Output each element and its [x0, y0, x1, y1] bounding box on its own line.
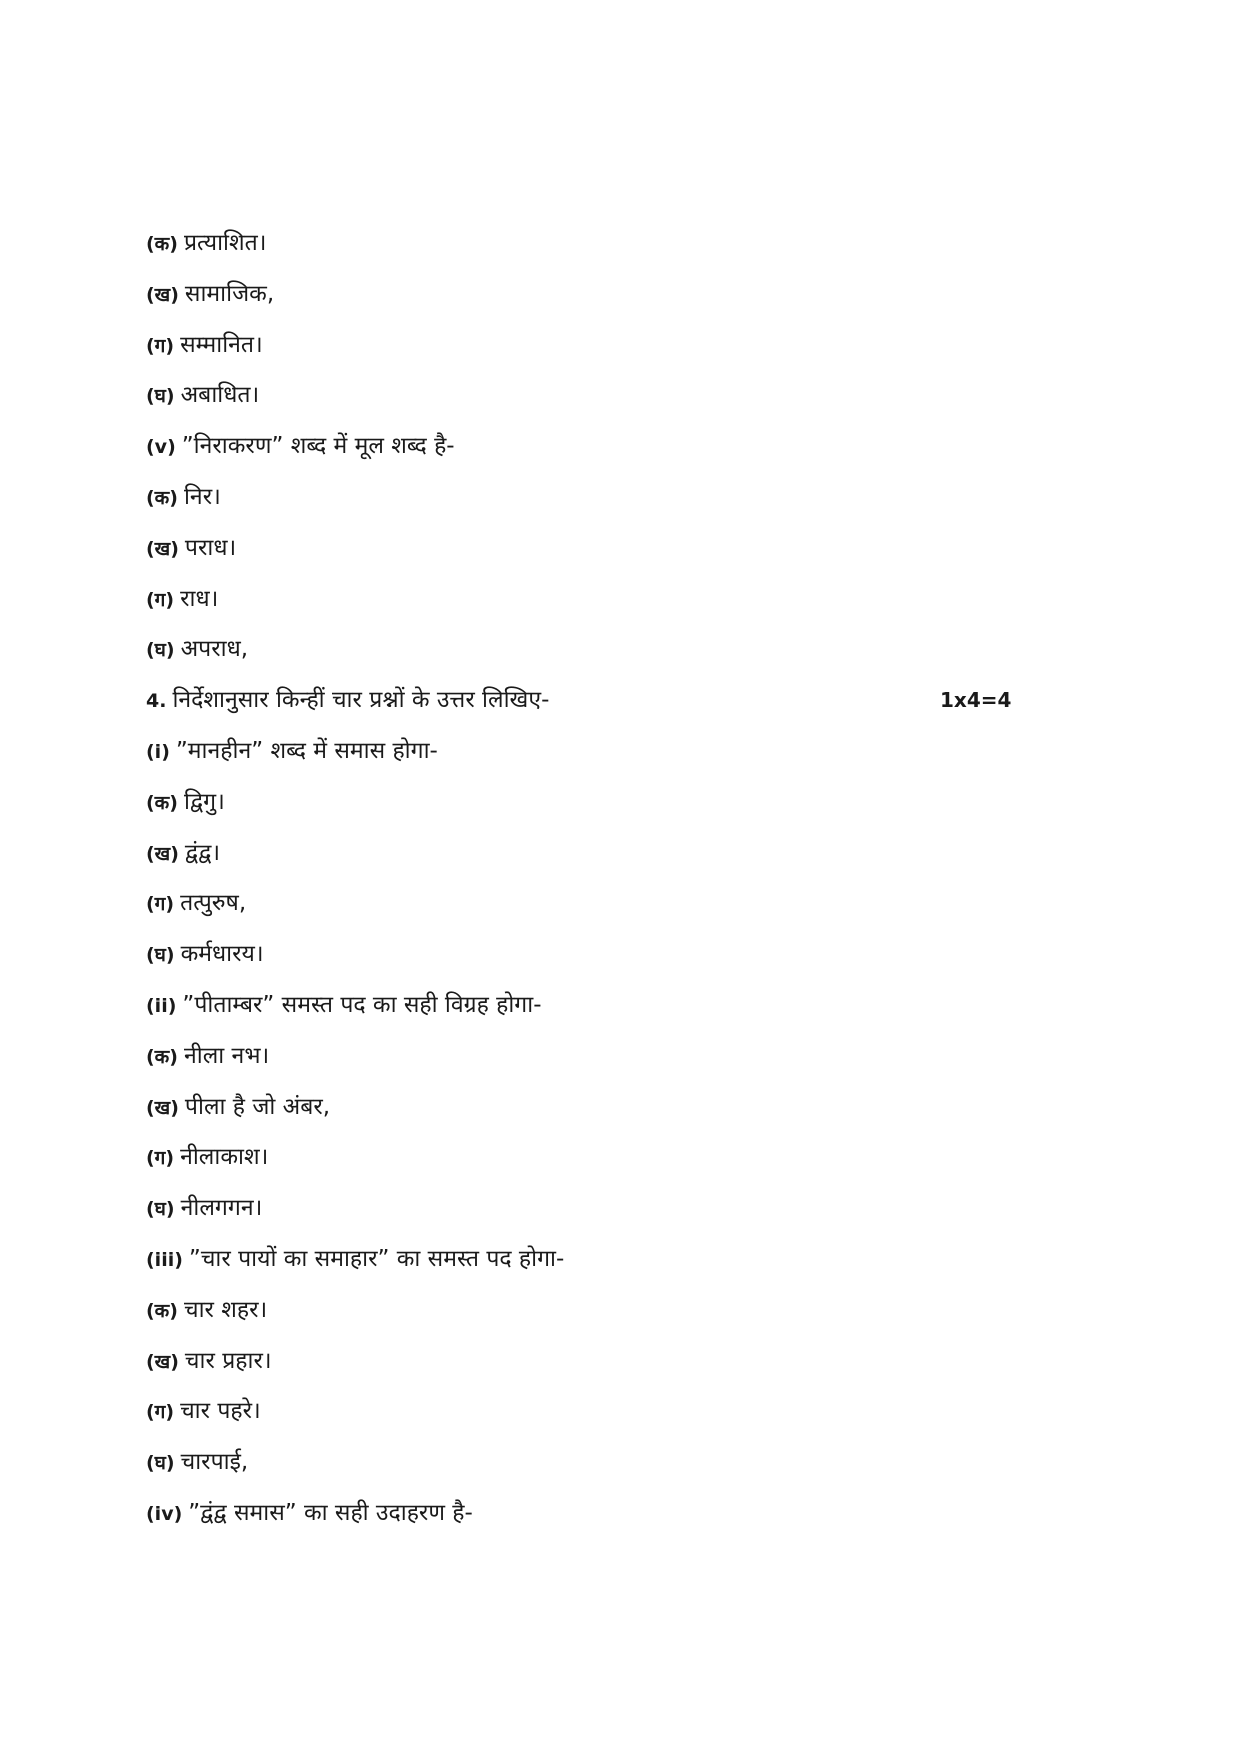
option-line: [146, 1035, 1026, 1086]
question-number: (i): [146, 740, 170, 763]
question-text: ”मानहीन” शब्द में समास होगा-: [175, 737, 438, 764]
option-line: [146, 832, 1026, 883]
option-text: पराध।: [184, 534, 237, 561]
option-line: [146, 273, 1026, 324]
question-line: [146, 984, 1026, 1035]
option-label: (घ): [146, 1198, 175, 1221]
section-number: 4.: [146, 690, 167, 713]
option-text: चार पहरे।: [180, 1398, 261, 1425]
option-label: (क): [146, 486, 178, 509]
option-line: [146, 1441, 1026, 1492]
option-label: (ग): [146, 1147, 175, 1170]
option-line: [146, 324, 1026, 375]
question-line: [146, 1238, 1026, 1289]
option-line: [146, 1289, 1026, 1340]
option-label: (क): [146, 1299, 178, 1322]
option-text: अपराध,: [180, 636, 249, 663]
option-line: [146, 1086, 1026, 1137]
option-line: [146, 882, 1026, 933]
option-label: (घ): [146, 944, 175, 967]
question-text: ”चार पायों का समाहार” का समस्त पद होगा-: [188, 1245, 565, 1272]
option-text: द्विगु।: [183, 788, 225, 815]
option-text: प्रत्याशित।: [183, 230, 267, 256]
option-line: [146, 933, 1026, 984]
option-label: (ग): [146, 334, 175, 357]
option-line: [146, 1340, 1026, 1391]
option-text: अबाधित।: [180, 382, 260, 409]
option-text: तत्पुरुष,: [180, 890, 247, 917]
question-line: [146, 1492, 1026, 1543]
option-label: (ग): [146, 893, 175, 916]
option-label: (घ): [146, 385, 175, 408]
option-text: द्वंद्व।: [184, 839, 221, 866]
question-text: ”द्वंद्व समास” का सही उदाहरण है-: [188, 1499, 473, 1526]
option-label: (ख): [146, 1350, 179, 1373]
option-text: राध।: [180, 585, 219, 612]
option-line: [146, 578, 1026, 629]
option-label: (ग): [146, 588, 175, 611]
question-content: [146, 222, 1026, 1543]
question-number: (v): [146, 436, 176, 459]
question-number: (iii): [146, 1248, 183, 1271]
option-line: [146, 527, 1026, 578]
option-line: [146, 781, 1026, 832]
question-text: ”निराकरण” शब्द में मूल शब्द है-: [181, 433, 455, 460]
option-line: [146, 222, 1026, 273]
option-text: पीला है जो अंबर,: [184, 1093, 331, 1120]
option-label: (ख): [146, 283, 179, 306]
option-label: (क): [146, 791, 178, 814]
option-text: सम्मानित।: [180, 331, 263, 358]
option-line: [146, 1390, 1026, 1441]
option-label: (ख): [146, 1096, 179, 1119]
option-label: (ख): [146, 842, 179, 865]
option-text: चारपाई,: [180, 1449, 249, 1476]
option-label: (क): [146, 233, 178, 255]
option-label: (ग): [146, 1401, 175, 1424]
option-line: [146, 1136, 1026, 1187]
question-text: ”पीताम्बर” समस्त पद का सही विग्रह होगा-: [182, 991, 542, 1018]
option-text: नीला नभ।: [183, 1042, 270, 1069]
option-label: (घ): [146, 639, 175, 662]
section-heading: [146, 679, 1026, 730]
option-text: नीलाकाश।: [180, 1144, 269, 1171]
option-text: चार प्रहार।: [184, 1347, 272, 1374]
option-line: [146, 1187, 1026, 1238]
option-line: [146, 628, 1026, 679]
option-line: [146, 374, 1026, 425]
option-text: चार शहर।: [183, 1296, 268, 1323]
question-number: (iv): [146, 1502, 183, 1525]
option-text: कर्मधारय।: [180, 941, 264, 968]
option-text: नीलगगन।: [180, 1195, 263, 1222]
option-text: सामाजिक,: [184, 280, 275, 307]
question-line: [146, 730, 1026, 781]
option-label: (घ): [146, 1452, 175, 1475]
question-line: [146, 425, 1026, 476]
question-number: (ii): [146, 994, 177, 1017]
option-label: (क): [146, 1045, 178, 1068]
option-text: निर।: [183, 483, 221, 510]
marks-allocation: 1x4=4: [940, 688, 1012, 713]
section-instruction: निर्देशानुसार किन्हीं चार प्रश्नों के उत्तर लिखिए-: [172, 687, 550, 714]
option-line: [146, 476, 1026, 527]
option-label: (ख): [146, 537, 179, 560]
